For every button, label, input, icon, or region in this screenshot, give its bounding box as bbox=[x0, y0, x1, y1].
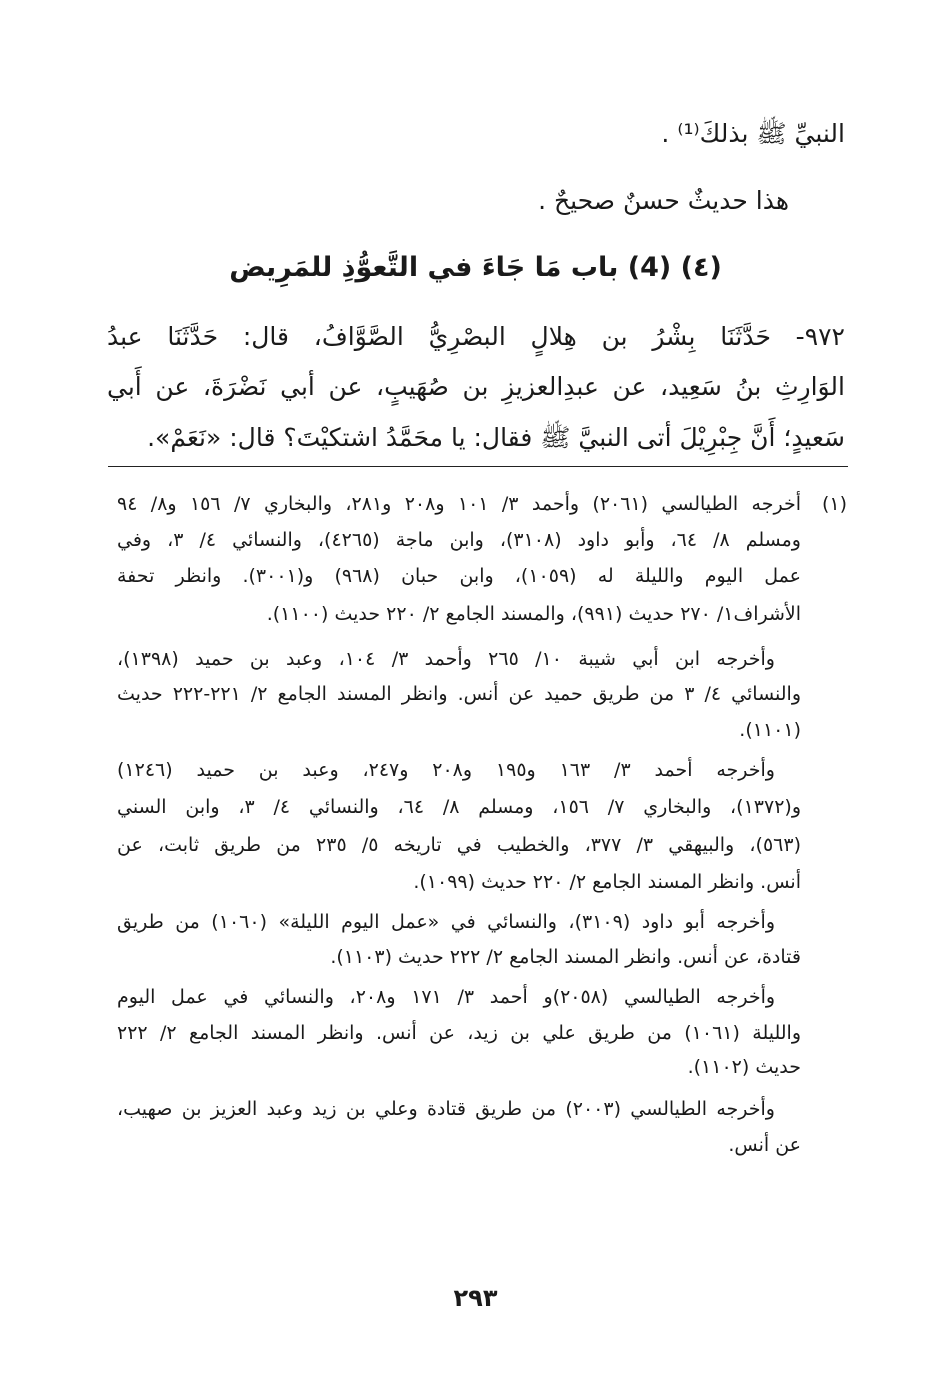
hadith-line: ٩٧٢- حَدَّثَنَا بِشْرُ بن هِلالٍ البصْرِيُّ الصَّوَّافُ، قال: حَدَّثَنَا عبدُ bbox=[107, 322, 845, 351]
hadith-line: سَعيدٍ؛ أَنَّ جِبْرِيْلَ أتى النبيَّ ﷺ فقال: يا محَمَّدُ اشتكيْتَ؟ قال: «نَعَمْ». bbox=[147, 423, 845, 452]
footnote-line: والنسائي ٤/ ٣ من طريق حميد عن أنس. وانظر المسند الجامع ٢/ ٢٢١-٢٢٢ حديث bbox=[117, 683, 801, 705]
footnote-line: ومسلم ٨/ ٦٤، وأبو داود (٣١٠٨)، وابن ماجة (٤٢٦٥)، والنسائي ٤/ ٣، وفي bbox=[117, 529, 801, 551]
chapter-heading: (٤) (4) باب مَا جَاءَ في التَّعوُّذِ للمَرِيض bbox=[229, 252, 722, 283]
footnote-line: والليلة (١٠٦١) من طريق علي بن زيد، عن أنس. وانظر المسند الجامع ٢/ ٢٢٢ bbox=[117, 1022, 801, 1044]
footnote-line: قتادة، عن أنس. وانظر المسند الجامع ٢/ ٢٢٢ حديث (١١٠٣). bbox=[330, 946, 801, 968]
hadith-grading: هذا حديثٌ حسنٌ صحيحٌ . bbox=[538, 186, 789, 215]
footnote-line: وأخرجه أبو داود (٣١٠٩)، والنسائي في «عمل اليوم الليلة» (١٠٦٠) من طريق bbox=[117, 911, 775, 933]
footnote-line: و(١٣٧٢)، والبخاري ٧/ ١٥٦، ومسلم ٨/ ٦٤، والنسائي ٤/ ٣، وابن السني bbox=[117, 796, 802, 818]
footnote-line: وأخرجه أحمد ٣/ ١٦٣ و١٩٥ و٢٠٨ و٢٤٧، وعبد بن حميد (١٢٤٦) bbox=[117, 759, 775, 781]
footnote-line: أنس. وانظر المسند الجامع ٢/ ٢٢٠ حديث (١٠٩٩). bbox=[413, 871, 801, 893]
footnote-line: (٥٦٣)، والبيهقي ٣/ ٣٧٧، والخطيب في تاريخه ٥/ ٢٣٥ من طريق ثابت، عن bbox=[117, 834, 801, 856]
hadith-line: الوَارِثِ بنُ سَعِيد، عن عبدِالعزيزِ بن صُهَيبٍ، عن أبي نَضْرَةَ، عن أَبي bbox=[107, 372, 845, 401]
footnote-line: عمل اليوم والليلة له (١٠٥٩)، وابن حبان (٩٦٨) و(٣٠٠١). وانظر تحفة bbox=[117, 565, 801, 587]
footnote-separator bbox=[108, 466, 848, 467]
continuation-line: النبيِّ ﷺ بذلكَ⁽¹⁾ . bbox=[661, 119, 845, 148]
footnote-line: وأخرجه الطيالسي (٢٠٥٨)و أحمد ٣/ ١٧١ و٢٠٨، والنسائي في عمل اليوم bbox=[117, 986, 776, 1008]
footnote-marker: (١) bbox=[821, 493, 847, 515]
footnote-line: أخرجه الطيالسي (٢٠٦١) وأحمد ٣/ ١٠١ و٢٠٨ و٢٨١، والبخاري ٧/ ١٥٦ و٨/ ٩٤ bbox=[117, 493, 801, 515]
footnote-line: الأشراف١/ ٢٧٠ حديث (٩٩١)، والمسند الجامع ٢/ ٢٢٠ حديث (١١٠٠). bbox=[266, 603, 801, 625]
footnote-line: حديث (١١٠٢). bbox=[687, 1056, 801, 1078]
page-number: ٢٩٣ bbox=[453, 1284, 498, 1312]
footnote-line: وأخرجه ابن أبي شيبة ١٠/ ٢٦٥ وأحمد ٣/ ١٠٤، وعبد بن حميد (١٣٩٨)، bbox=[117, 648, 775, 670]
footnote-line: عن أنس. bbox=[728, 1134, 801, 1156]
footnote-line: (١١٠١). bbox=[739, 719, 801, 741]
footnote-line: وأخرجه الطيالسي (٢٠٠٣) من طريق قتادة وعلي بن زيد وعبد العزيز بن صهيب، bbox=[117, 1098, 775, 1120]
